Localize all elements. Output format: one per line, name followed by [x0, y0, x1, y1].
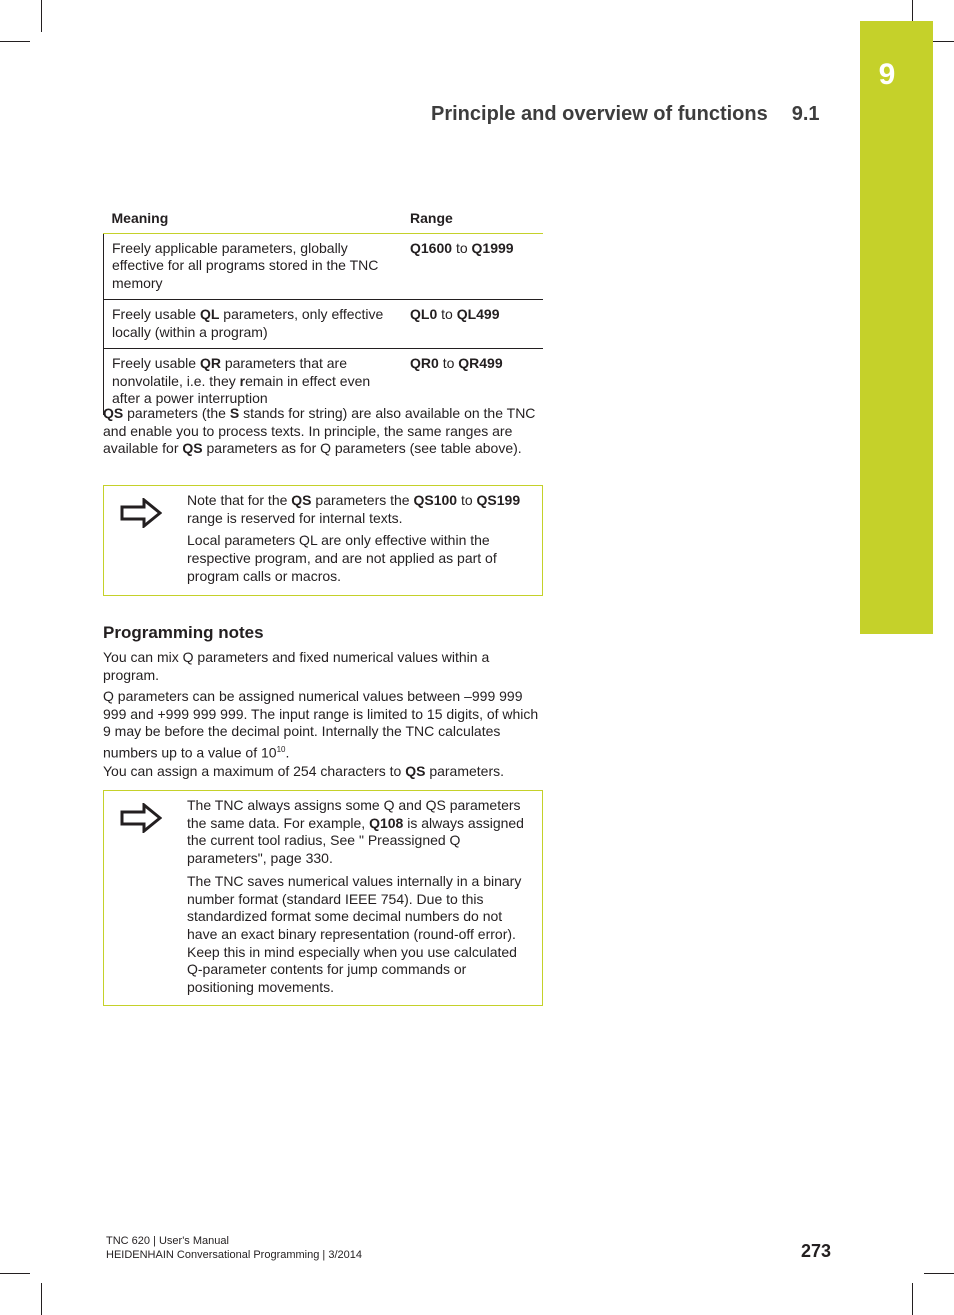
- qs-bold: QS: [182, 440, 203, 457]
- note-bold: QS199: [476, 492, 521, 508]
- range-cell: [402, 233, 543, 300]
- note-span: to: [457, 492, 477, 508]
- arrow-right-icon: [120, 498, 162, 528]
- qs-text: parameters (the: [123, 405, 230, 421]
- meaning-cell: [104, 300, 403, 349]
- meaning-bold: r: [239, 372, 246, 389]
- paragraph-text: You can assign a maximum of 254 characters to: [103, 763, 406, 779]
- range-to-word: to: [441, 306, 453, 322]
- range-cell: [402, 300, 543, 349]
- note-text: [186, 791, 542, 1007]
- paragraph: [103, 688, 543, 762]
- range-to: Q1999: [471, 239, 514, 256]
- note-span: The TNC always assigns some Q and QS parameters the same data. For example,: [187, 797, 521, 831]
- meaning-text: emain in effect even after a power interruption: [112, 372, 371, 406]
- running-head-title: Principle and overview of functions: [431, 103, 768, 125]
- note-span: Note that for the: [187, 492, 292, 508]
- qs-text: parameters as for Q parameters (see table above).: [202, 440, 522, 457]
- paragraph: You can mix Q parameters and fixed numerical values within a program.: [103, 649, 490, 683]
- meaning-text: Freely usable: [112, 306, 200, 322]
- meaning-text: Freely usable: [112, 355, 200, 371]
- meaning-bold: QL: [199, 306, 220, 322]
- qs-paragraph: [103, 405, 543, 458]
- note-icon-column: [104, 486, 187, 595]
- qs-bold: S: [229, 405, 240, 421]
- range-to: QR499: [458, 355, 503, 371]
- paragraph-text: parameters.: [425, 763, 505, 779]
- crop-mark: [41, 0, 42, 32]
- note-paragraph: [187, 797, 534, 868]
- note-box: [103, 790, 543, 1006]
- crop-mark: [0, 41, 30, 42]
- footer: [106, 1234, 362, 1262]
- meaning-text: parameters that are nonvolatile, i.e. they: [112, 355, 347, 389]
- superscript: 10: [276, 745, 286, 755]
- note-span: is always assigned the current tool radius, See " Preassigned Q parameters", page 330.: [187, 814, 524, 867]
- note-text: [186, 486, 542, 596]
- table-row: [104, 233, 544, 300]
- range-from: QR0: [410, 355, 439, 371]
- note-box: [103, 485, 543, 596]
- page-number: 273: [800, 1241, 831, 1261]
- qs-bold: QS: [103, 405, 124, 421]
- chapter-tab: [860, 21, 933, 634]
- range-from: Q1600: [410, 239, 453, 256]
- crop-mark: [924, 1273, 954, 1274]
- paragraph: [103, 763, 543, 781]
- note-bold: QS: [291, 492, 312, 508]
- table-header-row: [104, 206, 544, 233]
- note-paragraph: Local parameters QL are only effective within the respective program, and are not applied as part of program calls or macros.: [187, 532, 497, 584]
- crop-mark: [41, 1283, 42, 1315]
- running-head: [431, 103, 820, 126]
- paragraph-bold: QS: [405, 763, 426, 779]
- range-to: QL499: [456, 306, 500, 322]
- note-bold: QS100: [413, 492, 458, 508]
- note-paragraph: [187, 492, 534, 527]
- meaning-bold: QR: [199, 355, 221, 371]
- meaning-cell: [104, 233, 403, 300]
- range-from: QL0: [410, 306, 438, 322]
- footer-line: HEIDENHAIN Conversational Programming | 3/2014: [106, 1249, 362, 1261]
- crop-mark: [912, 1283, 913, 1315]
- paragraph-text: Q parameters can be assigned numerical values between –999 999 999 and +999 999 999. The input range is limited to 15 digits, of which 9 may be before the decimal point. Internally the TNC calculates numbers up to a value of 10: [103, 688, 539, 761]
- paragraph-text: .: [285, 744, 290, 761]
- parameter-table: [103, 206, 543, 415]
- range-to-word: to: [455, 239, 468, 256]
- section-heading: Programming notes: [103, 623, 264, 642]
- note-span: parameters the: [311, 492, 414, 508]
- crop-mark: [0, 1273, 30, 1274]
- footer-line: TNC 620 | User's Manual: [106, 1235, 229, 1247]
- range-to-word: to: [442, 355, 455, 371]
- meaning-text: Freely applicable parameters, globally effective for all programs stored in the TNC memory: [112, 239, 379, 291]
- qs-text: stands for string) are also available on the TNC and enable you to process texts. In principle, the same ranges are available for: [103, 405, 536, 457]
- meaning-text: parameters, only effective locally (within a program): [112, 306, 384, 340]
- note-paragraph: The TNC saves numerical values internally in a binary number format (standard IEEE 754). Due to this standardized format some decimal numbers do not have an exact binary representation (round-off error). Keep this in mind especially when you use calculated Q-parameter contents for jump commands or positioning movements.: [187, 872, 522, 996]
- running-head-section: 9.1: [791, 103, 820, 125]
- chapter-number: 9: [878, 58, 896, 91]
- arrow-right-icon: [120, 803, 162, 833]
- note-icon-column: [104, 791, 187, 1005]
- note-span: range is reserved for internal texts.: [187, 509, 403, 526]
- table-row: [104, 300, 544, 349]
- note-bold: Q108: [369, 814, 404, 831]
- column-header-meaning: Meaning: [104, 206, 403, 233]
- column-header-range: Range: [402, 206, 543, 233]
